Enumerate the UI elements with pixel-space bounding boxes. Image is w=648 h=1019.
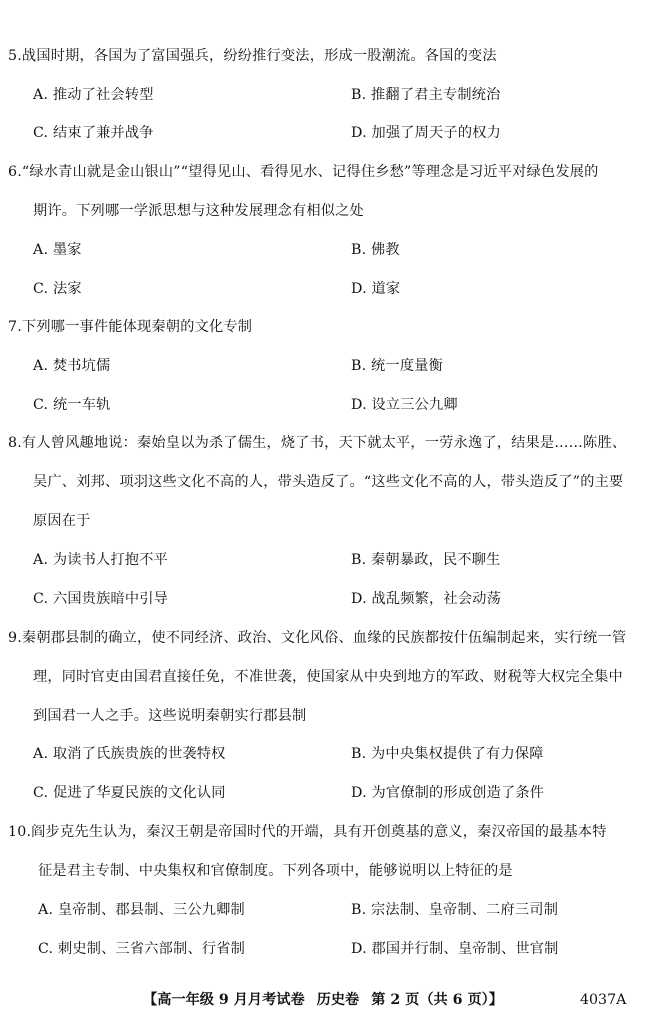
question-10-option-b: B. 宗法制、皇帝制、二府三司制 xyxy=(351,902,559,918)
question-5-option-c: C. 结束了兼并战争 xyxy=(33,125,154,141)
question-7-option-c: C. 统一车轨 xyxy=(33,397,111,413)
question-7-option-a: A. 焚书坑儒 xyxy=(33,358,111,374)
question-9-option-a: A. 取消了氏族贵族的世袭特权 xyxy=(33,746,226,762)
question-10-stem: 10.阎步克先生认为，秦汉王朝是帝国时代的开端，具有开创奠基的意义，秦汉帝国的最基本特 xyxy=(8,824,607,840)
question-6-option-b: B. 佛教 xyxy=(351,242,400,258)
footer-page-info: 第 2 页（共 6 页）】 xyxy=(371,992,503,1008)
question-8-stem-line-2: 吴广、刘邦、项羽这些文化不高的人，带头造反了。“这些文化不高的人，带头造反了”的主要 xyxy=(33,474,624,490)
question-8-option-c: C. 六国贵族暗中引导 xyxy=(33,591,169,607)
question-9-option-d: D. 为官僚制的形成创造了条件 xyxy=(351,785,545,801)
question-6-stem: 6.“绿水青山就是金山银山”“望得见山、看得见水、记得住乡愁”等理念是习近平对绿色发展的 xyxy=(8,164,599,180)
question-8-option-d: D. 战乱频繁，社会动荡 xyxy=(351,591,501,607)
question-10-option-a: A. 皇帝制、郡县制、三公九卿制 xyxy=(38,902,245,918)
question-10-option-d: D. 郡国并行制、皇帝制、世官制 xyxy=(351,941,559,957)
question-6-option-d: D. 道家 xyxy=(351,281,401,297)
question-8-option-b: B. 秦朝暴政，民不聊生 xyxy=(351,552,501,568)
question-8-option-a: A. 为读书人打抱不平 xyxy=(33,552,168,568)
question-7-option-b: B. 统一度量衡 xyxy=(351,358,443,374)
question-6-option-a: A. 墨家 xyxy=(33,242,82,258)
question-6-stem-line-2: 期许。下列哪一学派思想与这种发展理念有相似之处 xyxy=(33,203,364,219)
question-7-option-d: D. 设立三公九卿 xyxy=(351,397,458,413)
question-5-stem: 5.战国时期，各国为了富国强兵，纷纷推行变法，形成一股潮流。各国的变法 xyxy=(8,48,497,64)
question-8-stem-line-3: 原因在于 xyxy=(33,513,91,529)
question-7-stem: 7.下列哪一事件能体现秦朝的文化专制 xyxy=(8,319,253,335)
footer-exam-label: 【高一年级 9 月月考试卷 xyxy=(143,992,305,1008)
question-9-option-b: B. 为中央集权提供了有力保障 xyxy=(351,746,544,762)
page-footer xyxy=(143,990,503,1010)
question-9-option-c: C. 促进了华夏民族的文化认同 xyxy=(33,785,226,801)
question-5-option-d: D. 加强了周天子的权力 xyxy=(351,125,501,141)
question-10-stem-line-2: 征是君主专制、中央集权和官僚制度。下列各项中，能够说明以上特征的是 xyxy=(38,863,513,879)
question-9-stem-line-2: 理，同时官吏由国君直接任免，不准世袭，使国家从中央到地方的军政、财税等大权完全集中 xyxy=(33,669,623,685)
question-6-option-c: C. 法家 xyxy=(33,281,82,297)
question-5-option-b: B. 推翻了君主专制统治 xyxy=(351,87,501,103)
question-9-stem-line-3: 到国君一人之手。这些说明秦朝实行郡县制 xyxy=(33,708,307,724)
footer-paper-code: 4037A xyxy=(580,992,627,1008)
question-5-option-a: A. 推动了社会转型 xyxy=(33,87,154,103)
question-9-stem: 9.秦朝郡县制的确立，使不同经济、政治、文化风俗、血缘的民族都按什伍编制起来，实行统一管 xyxy=(8,630,627,646)
question-8-stem: 8.有人曾风趣地说：秦始皇以为杀了儒生，烧了书，天下就太平，一劳永逸了，结果是……陈胜、 xyxy=(8,435,627,451)
question-10-option-c: C. 刺史制、三省六部制、行省制 xyxy=(38,941,246,957)
footer-subject: 历史卷 xyxy=(316,992,360,1008)
